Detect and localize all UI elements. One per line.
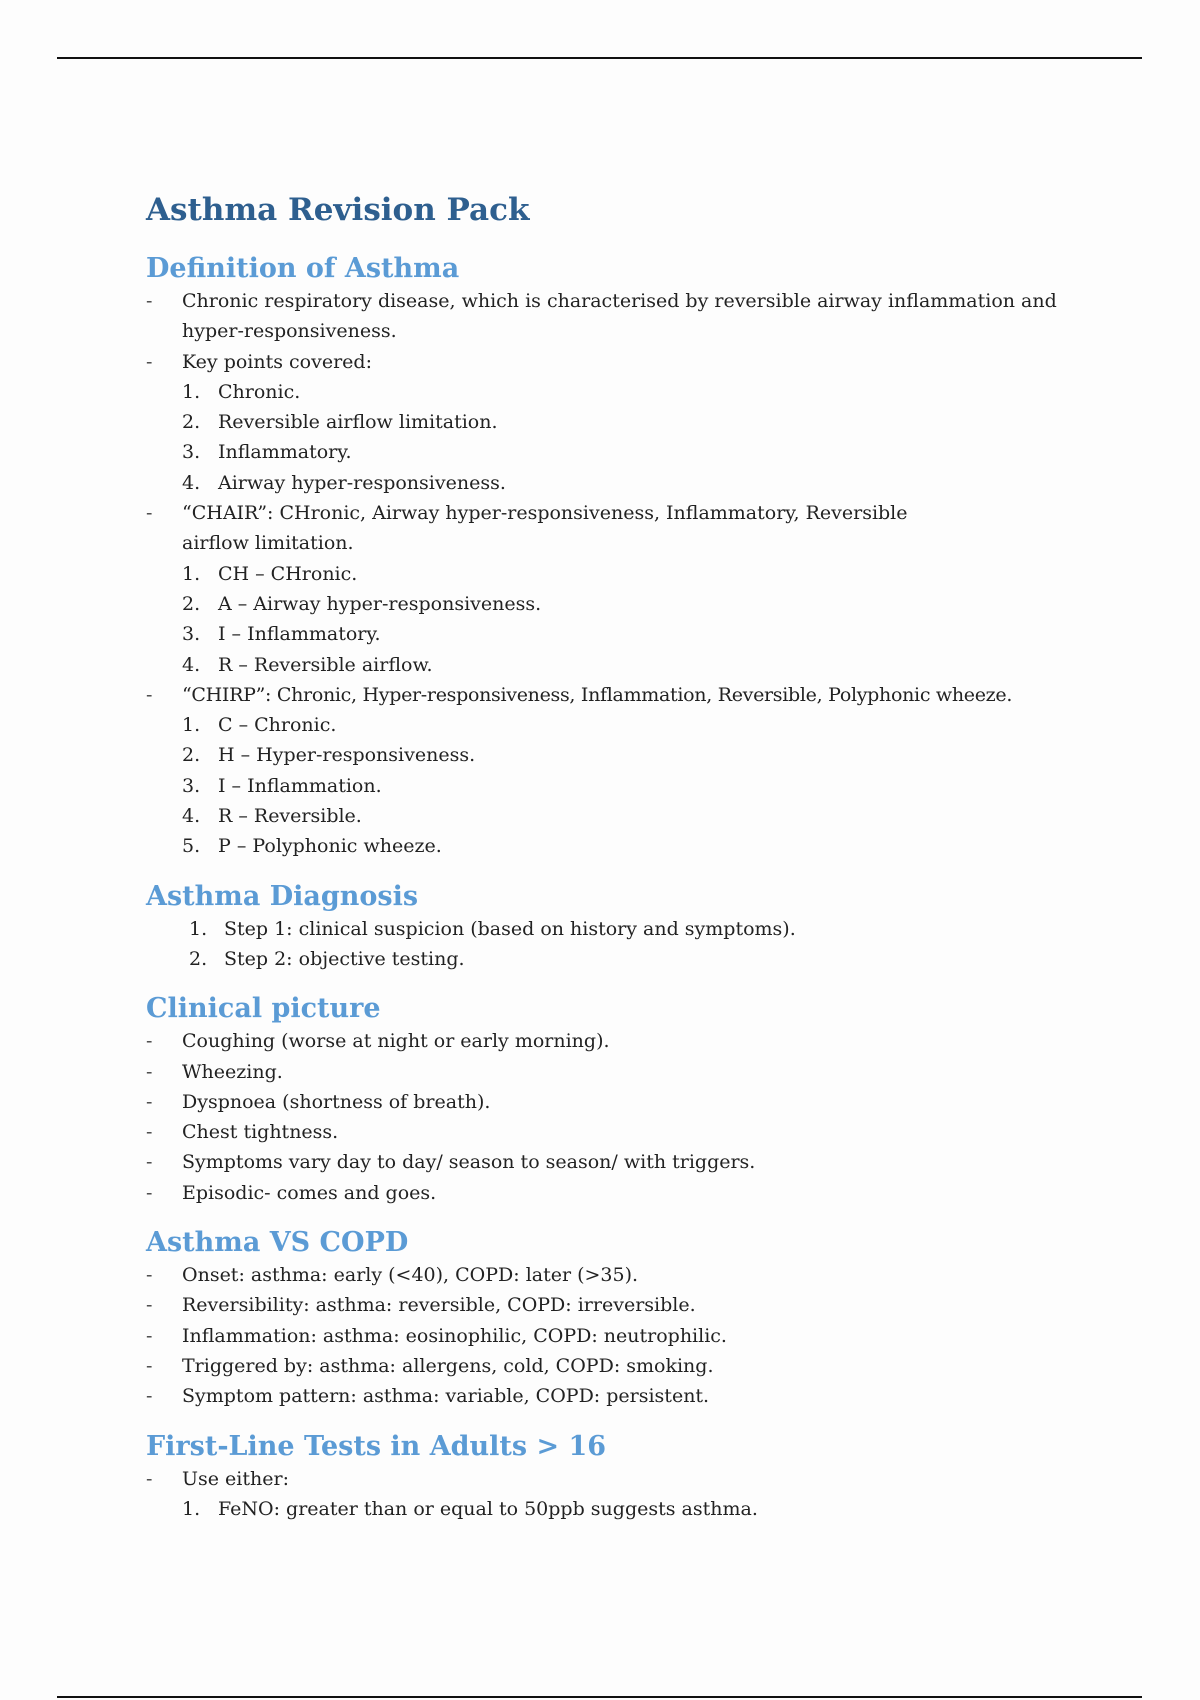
bullet-item bbox=[146, 680, 1086, 710]
bullet-item bbox=[146, 347, 1086, 377]
bullet-text: “CHIRP”: Chronic, Hyper-responsiveness, Inflammation, Reversible, Polyphonic wheeze. bbox=[182, 683, 1013, 706]
dash-marker: - bbox=[146, 1121, 153, 1144]
bullet-item bbox=[146, 1026, 1086, 1056]
page-title: Asthma Revision Pack bbox=[146, 192, 530, 228]
bullet-text: Inflammation: asthma: eosinophilic, COPD: neutrophilic. bbox=[182, 1324, 727, 1347]
item-text: R – Reversible. bbox=[218, 805, 362, 828]
bullet-item bbox=[146, 1321, 1086, 1351]
item-text: I – Inflammation. bbox=[218, 774, 382, 797]
bullet-item bbox=[146, 1178, 1086, 1208]
dash-marker: - bbox=[146, 1467, 153, 1490]
section-diagnosis bbox=[146, 880, 1086, 975]
bullet-item bbox=[146, 1464, 1086, 1494]
numbered-item bbox=[146, 559, 1086, 589]
numbered-item bbox=[146, 619, 1086, 649]
bullet-item bbox=[146, 1260, 1086, 1290]
item-text: Step 1: clinical suspicion (based on history and symptoms). bbox=[224, 917, 796, 940]
section-heading: Definition of Asthma bbox=[146, 253, 460, 284]
item-text: CH – CHronic. bbox=[218, 562, 358, 585]
numbered-item bbox=[146, 710, 1086, 740]
section-heading: Clinical picture bbox=[146, 993, 381, 1025]
numbered-item bbox=[146, 650, 1086, 680]
item-text: H – Hyper-responsiveness. bbox=[218, 744, 476, 767]
item-text: Inflammatory. bbox=[218, 441, 352, 464]
bullet-item bbox=[146, 1147, 1086, 1177]
item-text: FeNO: greater than or equal to 50ppb suggests asthma. bbox=[218, 1497, 758, 1520]
item-number: 1. bbox=[182, 380, 201, 403]
bullet-text: Coughing (worse at night or early morning). bbox=[182, 1030, 610, 1053]
item-text: C – Chronic. bbox=[218, 714, 337, 737]
section-definition bbox=[146, 252, 1086, 862]
numbered-item bbox=[146, 914, 1086, 944]
item-number: 3. bbox=[182, 774, 201, 797]
numbered-item bbox=[146, 801, 1086, 831]
bullet-item bbox=[146, 1351, 1086, 1381]
dash-marker: - bbox=[146, 1181, 153, 1204]
bullet-text: Key points covered: bbox=[182, 350, 372, 373]
dash-marker: - bbox=[146, 1060, 153, 1083]
item-text: I – Inflammatory. bbox=[218, 623, 381, 646]
dash-marker: - bbox=[146, 1151, 153, 1174]
numbered-item bbox=[146, 407, 1086, 437]
bullet-item bbox=[146, 1381, 1086, 1411]
item-text: Reversible airflow limitation. bbox=[218, 411, 498, 434]
item-number: 3. bbox=[182, 623, 201, 646]
bullet-item bbox=[146, 1290, 1086, 1320]
bullet-text: Onset: asthma: early (<40), COPD: later (>35). bbox=[182, 1264, 639, 1287]
item-number: 2. bbox=[182, 744, 201, 767]
section-first-line-tests bbox=[146, 1430, 1086, 1525]
bullet-text: Episodic- comes and goes. bbox=[182, 1181, 437, 1204]
item-text: Chronic. bbox=[218, 380, 301, 403]
dash-marker: - bbox=[146, 1264, 153, 1287]
numbered-item bbox=[146, 831, 1086, 861]
bullet-text: Reversibility: asthma: reversible, COPD: irreversible. bbox=[182, 1294, 696, 1317]
bullet-text: Chest tightness. bbox=[182, 1121, 339, 1144]
bullet-text: Use either: bbox=[182, 1467, 289, 1490]
numbered-item bbox=[146, 1494, 1086, 1524]
numbered-item bbox=[146, 589, 1086, 619]
item-number: 2. bbox=[182, 592, 201, 615]
bullet-text: “CHAIR”: CHronic, Airway hyper-responsiveness, Inflammatory, Reversible airflow limitation. bbox=[182, 502, 908, 555]
item-number: 2. bbox=[182, 411, 201, 434]
item-number: 4. bbox=[182, 805, 201, 828]
item-number: 1. bbox=[182, 562, 201, 585]
bullet-item bbox=[146, 286, 1086, 347]
footer-rule bbox=[57, 1696, 1142, 1698]
numbered-item bbox=[146, 740, 1086, 770]
document-body bbox=[146, 190, 1086, 1542]
dash-marker: - bbox=[146, 1385, 153, 1408]
section-heading: First-Line Tests in Adults > 16 bbox=[146, 1430, 607, 1462]
header-rule bbox=[57, 57, 1142, 59]
bullet-text: Triggered by: asthma: allergens, cold, COPD: smoking. bbox=[182, 1354, 714, 1377]
item-text: A – Airway hyper-responsiveness. bbox=[218, 592, 542, 615]
dash-marker: - bbox=[146, 1090, 153, 1113]
item-number: 1. bbox=[182, 1497, 201, 1520]
item-text: R – Reversible airflow. bbox=[218, 653, 433, 676]
bullet-text: Symptom pattern: asthma: variable, COPD: persistent. bbox=[182, 1385, 710, 1408]
item-number: 1. bbox=[189, 917, 208, 940]
dash-marker: - bbox=[146, 683, 153, 706]
bullet-text: Dyspnoea (shortness of breath). bbox=[182, 1090, 491, 1113]
item-number: 3. bbox=[182, 441, 201, 464]
section-heading: Asthma VS COPD bbox=[146, 1227, 409, 1259]
bullet-text: Symptoms vary day to day/ season to season/ with triggers. bbox=[182, 1151, 756, 1174]
item-text: Step 2: objective testing. bbox=[224, 947, 465, 970]
bullet-item bbox=[146, 498, 1086, 559]
numbered-item bbox=[146, 437, 1086, 467]
section-asthma-vs-copd bbox=[146, 1226, 1086, 1411]
item-number: 5. bbox=[182, 835, 201, 858]
numbered-item bbox=[146, 468, 1086, 498]
item-number: 4. bbox=[182, 471, 201, 494]
bullet-text: Chronic respiratory disease, which is characterised by reversible airway inflammation and hyper-responsiveness. bbox=[182, 290, 1057, 343]
section-heading: Asthma Diagnosis bbox=[146, 880, 419, 912]
item-text: P – Polyphonic wheeze. bbox=[218, 835, 442, 858]
numbered-item bbox=[146, 377, 1086, 407]
bullet-item bbox=[146, 1057, 1086, 1087]
dash-marker: - bbox=[146, 1030, 153, 1053]
numbered-item bbox=[146, 944, 1086, 974]
dash-marker: - bbox=[146, 290, 153, 312]
bullet-item bbox=[146, 1117, 1086, 1147]
item-number: 2. bbox=[189, 947, 208, 970]
dash-marker: - bbox=[146, 1324, 153, 1347]
section-clinical-picture bbox=[146, 992, 1086, 1208]
bullet-item bbox=[146, 1087, 1086, 1117]
item-text: Airway hyper-responsiveness. bbox=[218, 471, 506, 494]
item-number: 4. bbox=[182, 653, 201, 676]
bullet-text: Wheezing. bbox=[182, 1060, 283, 1083]
numbered-item bbox=[146, 771, 1086, 801]
dash-marker: - bbox=[146, 1354, 153, 1377]
dash-marker: - bbox=[146, 502, 153, 525]
dash-marker: - bbox=[146, 1294, 153, 1317]
dash-marker: - bbox=[146, 350, 153, 373]
item-number: 1. bbox=[182, 714, 201, 737]
